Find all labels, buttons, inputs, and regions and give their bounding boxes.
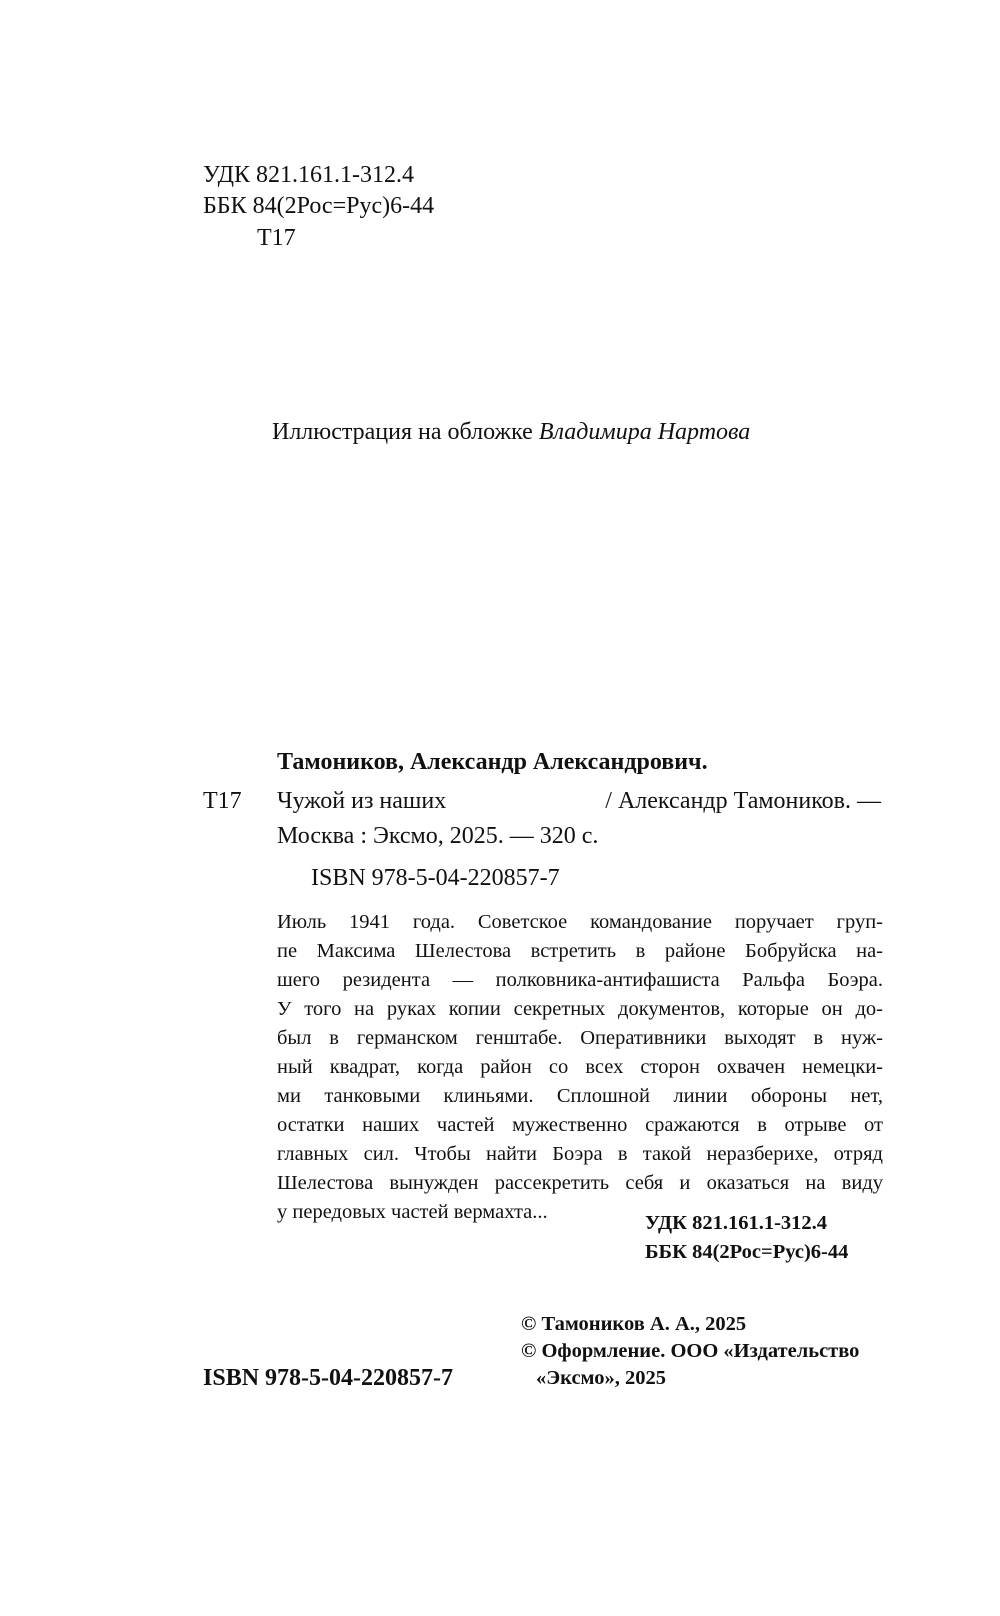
illustration-credit <box>272 417 750 447</box>
annotation-line: шего резидента — полковника-антифашиста Ральфа Боэра. <box>277 969 883 991</box>
udk-code: УДК 821.161.1-312.4 <box>203 162 414 188</box>
bbk-code: ББК 84(2Рос=Рус)6-44 <box>203 193 435 219</box>
annotation-line: у передовых частей вермахта... <box>277 1201 548 1223</box>
illustration-artist: Владимира Нартова <box>538 419 751 445</box>
book-title: Чужой из наших <box>277 788 447 814</box>
annotation-line: Шелестова вынужден рассекретить себя и оказаться на виду <box>277 1172 883 1194</box>
footer-bbk-code: ББК 84(2Рос=Рус)6-44 <box>645 1241 849 1263</box>
catalog-author-mark: Т17 <box>203 788 242 814</box>
annotation-line: ный квадрат, когда район со всех сторон охвачен немецки- <box>277 1056 883 1078</box>
title-statement <box>277 786 881 816</box>
annotation-line: пе Максима Шелестова встретить в районе Бобруйска на- <box>277 940 883 962</box>
annotation-line: ми танковыми клиньями. Сплошной линии обороны нет, <box>277 1085 883 1107</box>
copyright-author: © Тамоников А. А., 2025 <box>521 1313 747 1335</box>
copyright-design-continued: «Эксмо», 2025 <box>536 1367 666 1389</box>
catalog-isbn: ISBN 978-5-04-220857-7 <box>311 865 560 891</box>
copyright-design: © Оформление. ООО «Издательство <box>521 1340 860 1362</box>
publication-imprint: Москва : Эксмо, 2025. — 320 с. <box>277 823 599 849</box>
author-mark: Т17 <box>257 225 296 251</box>
author-heading: Тамоников, Александр Александрович. <box>277 749 708 775</box>
footer-udk-code: УДК 821.161.1-312.4 <box>645 1212 828 1234</box>
annotation-line: Июль 1941 года. Советское командование поручает груп- <box>277 911 883 933</box>
annotation-line: главных сил. Чтобы найти Боэра в такой неразберихе, отряд <box>277 1143 883 1165</box>
statement-of-responsibility: / Александр Тамоников. — <box>605 788 881 814</box>
annotation-line: У того на руках копии секретных документов, которые он до- <box>277 998 883 1020</box>
annotation-line: остатки наших частей мужественно сражаются в отрыве от <box>277 1114 883 1136</box>
illustration-credit-prefix: Иллюстрация на обложке <box>272 419 539 445</box>
annotation <box>277 908 883 1227</box>
footer-isbn: ISBN 978-5-04-220857-7 <box>203 1365 453 1391</box>
annotation-line: был в германском генштабе. Оперативники выходят в нуж- <box>277 1027 883 1049</box>
